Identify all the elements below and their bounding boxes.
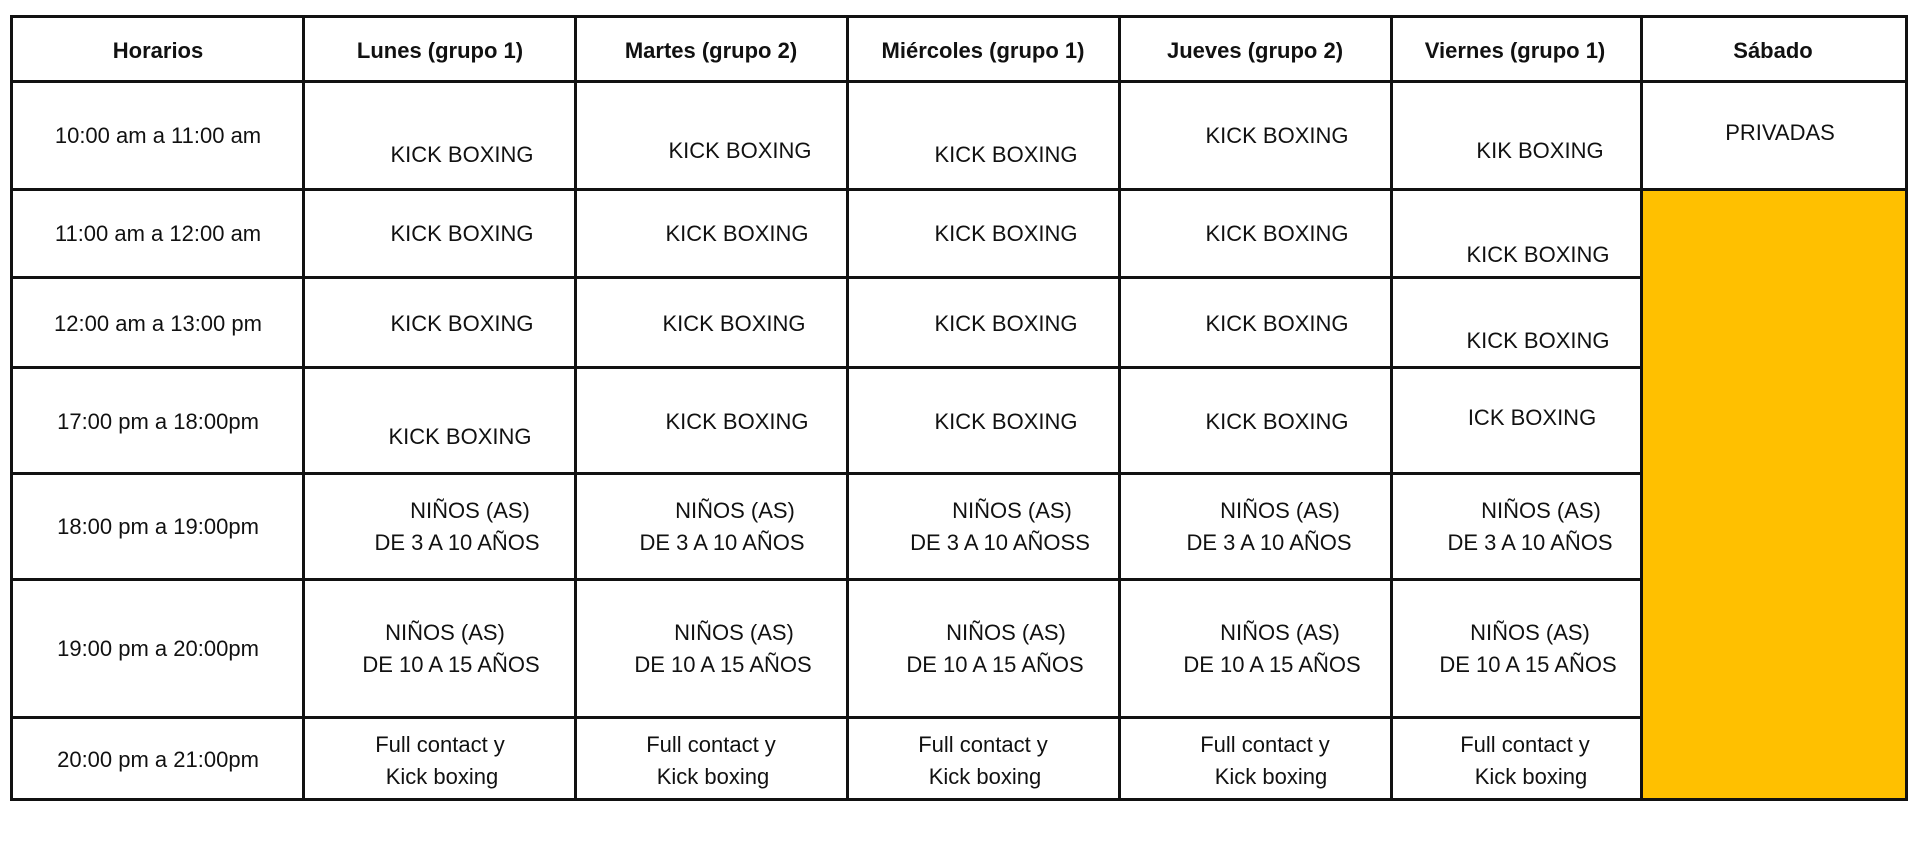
time-slot-label: 11:00 am a 12:00 am bbox=[54, 221, 262, 246]
class-cell-line2: DE 3 A 10 AÑOS bbox=[374, 530, 540, 555]
column-divider bbox=[1390, 15, 1393, 801]
row-divider bbox=[10, 80, 1908, 83]
class-cell-line1: NIÑOS (AS) bbox=[952, 498, 1072, 523]
time-slot-label: 18:00 pm a 19:00pm bbox=[57, 514, 259, 539]
class-cell: KICK BOXING bbox=[1205, 311, 1349, 336]
class-cell: KICK BOXING bbox=[934, 409, 1078, 434]
class-cell: KICK BOXING bbox=[390, 142, 534, 167]
class-cell: KICK BOXING bbox=[668, 138, 812, 163]
class-cell-line2: DE 3 A 10 AÑOS bbox=[639, 530, 805, 555]
class-cell-saturday: PRIVADAS bbox=[1725, 120, 1835, 145]
row-divider bbox=[10, 188, 1908, 191]
class-cell-line1: Full contact y bbox=[375, 732, 505, 757]
class-cell-line1: NIÑOS (AS) bbox=[1470, 620, 1590, 645]
class-cell-line2: DE 3 A 10 AÑOSS bbox=[910, 530, 1090, 555]
header-day-sabado: Sábado bbox=[1733, 38, 1813, 63]
class-cell-line1: Full contact y bbox=[918, 732, 1048, 757]
header-horarios: Horarios bbox=[112, 38, 204, 63]
class-cell: KICK BOXING bbox=[665, 409, 809, 434]
class-cell: KICK BOXING bbox=[665, 221, 809, 246]
header-day-martes: Martes (grupo 2) bbox=[624, 38, 798, 63]
class-cell-line1: NIÑOS (AS) bbox=[674, 620, 794, 645]
class-cell-line2: Kick boxing bbox=[928, 764, 1042, 789]
class-cell-line1: Full contact y bbox=[1200, 732, 1330, 757]
class-cell-line2: DE 10 A 15 AÑOS bbox=[1183, 652, 1361, 677]
class-cell-line1: Full contact y bbox=[646, 732, 776, 757]
class-cell-line1: NIÑOS (AS) bbox=[385, 620, 505, 645]
row-divider bbox=[10, 578, 1643, 581]
class-cell-line2: Kick boxing bbox=[656, 764, 770, 789]
time-slot-label: 10:00 am a 11:00 am bbox=[54, 123, 262, 148]
row-divider bbox=[10, 366, 1643, 369]
class-cell-line1: NIÑOS (AS) bbox=[410, 498, 530, 523]
header-day-jueves: Jueves (grupo 2) bbox=[1166, 38, 1344, 63]
column-divider bbox=[574, 15, 577, 801]
class-cell: KICK BOXING bbox=[388, 424, 532, 449]
class-cell: ICK BOXING bbox=[1467, 405, 1597, 430]
time-slot-label: 17:00 pm a 18:00pm bbox=[57, 409, 259, 434]
class-cell-line2: DE 10 A 15 AÑOS bbox=[634, 652, 812, 677]
class-cell-line1: Full contact y bbox=[1460, 732, 1590, 757]
class-cell: KICK BOXING bbox=[1205, 221, 1349, 246]
class-cell: KICK BOXING bbox=[934, 142, 1078, 167]
header-day-lunes: Lunes (grupo 1) bbox=[356, 38, 524, 63]
class-cell-line2: DE 3 A 10 AÑOS bbox=[1186, 530, 1352, 555]
class-cell-line1: NIÑOS (AS) bbox=[675, 498, 795, 523]
time-slot-label: 19:00 pm a 20:00pm bbox=[57, 636, 259, 661]
class-cell-line1: NIÑOS (AS) bbox=[946, 620, 1066, 645]
class-cell-line2: Kick boxing bbox=[1474, 764, 1588, 789]
class-cell: KICK BOXING bbox=[1466, 328, 1610, 353]
class-cell-line1: NIÑOS (AS) bbox=[1220, 620, 1340, 645]
class-cell: KICK BOXING bbox=[662, 311, 806, 336]
time-slot-label: 12:00 am a 13:00 pm bbox=[54, 311, 262, 336]
class-cell: KICK BOXING bbox=[934, 311, 1078, 336]
class-cell-line1: NIÑOS (AS) bbox=[1481, 498, 1601, 523]
row-divider bbox=[10, 276, 1643, 279]
class-cell: KICK BOXING bbox=[1205, 123, 1349, 148]
class-cell: KICK BOXING bbox=[390, 311, 534, 336]
header-day-miercoles: Miércoles (grupo 1) bbox=[881, 38, 1085, 63]
row-divider bbox=[10, 716, 1643, 719]
class-cell-line2: DE 10 A 15 AÑOS bbox=[362, 652, 540, 677]
column-divider bbox=[302, 15, 305, 801]
class-cell: KICK BOXING bbox=[390, 221, 534, 246]
class-cell: KICK BOXING bbox=[934, 221, 1078, 246]
class-cell-line2: DE 10 A 15 AÑOS bbox=[906, 652, 1084, 677]
class-cell: KIK BOXING bbox=[1476, 138, 1604, 163]
class-cell-line1: NIÑOS (AS) bbox=[1220, 498, 1340, 523]
class-cell-line2: Kick boxing bbox=[1214, 764, 1328, 789]
column-divider bbox=[846, 15, 849, 801]
class-cell-line2: DE 10 A 15 AÑOS bbox=[1439, 652, 1617, 677]
class-cell: KICK BOXING bbox=[1466, 242, 1610, 267]
class-cell-line2: DE 3 A 10 AÑOS bbox=[1447, 530, 1613, 555]
column-divider bbox=[1118, 15, 1121, 801]
header-day-viernes: Viernes (grupo 1) bbox=[1424, 38, 1606, 63]
class-cell-line2: Kick boxing bbox=[385, 764, 499, 789]
row-divider bbox=[10, 472, 1643, 475]
time-slot-label: 20:00 pm a 21:00pm bbox=[57, 747, 259, 772]
class-cell: KICK BOXING bbox=[1205, 409, 1349, 434]
column-divider bbox=[1640, 15, 1643, 801]
